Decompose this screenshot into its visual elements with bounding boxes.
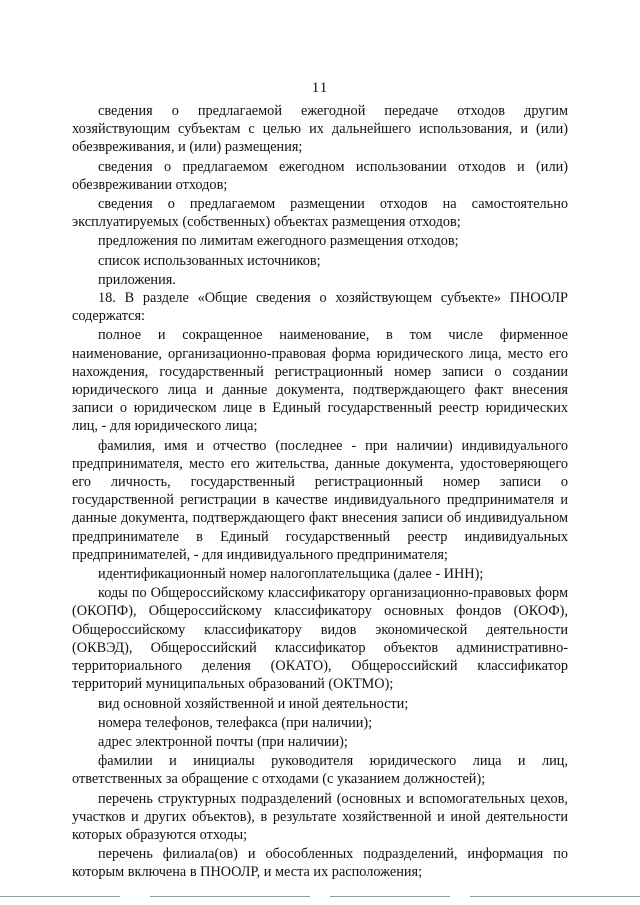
scan-artifact-line	[150, 896, 310, 897]
scan-artifact-line	[330, 896, 450, 897]
paragraph: перечень структурных подразделений (основных и вспомогательных цехов, участков и других объектов), в результате хозяйственной и иной деятельности которых образуются отходы;	[72, 790, 568, 843]
paragraph: вид основной хозяйственной и иной деятельности;	[98, 695, 409, 712]
paragraph: сведения о предлагаемой ежегодной передаче отходов другим хозяйствующим субъектам с целью их дальнейшего использования, и (или) обезвреживания, и (или) размещения;	[72, 103, 568, 156]
paragraph: фамилии и инициалы руководителя юридического лица и лиц, ответственных за обращение с отходами (с указанием должностей);	[72, 753, 568, 788]
page-number: 11	[311, 80, 329, 96]
paragraph: сведения о предлагаемом размещении отходов на самостоятельно эксплуатируемых (собственных) объектах размещения отходов;	[72, 196, 568, 231]
paragraph: список использованных источников;	[98, 252, 321, 269]
paragraph: приложения.	[98, 271, 176, 288]
paragraph: предложения по лимитам ежегодного размещения отходов;	[98, 233, 459, 250]
document-body	[72, 102, 568, 882]
paragraph: перечень филиала(ов) и обособленных подразделений, информация по которым включена в ПНООЛР, и места их расположения;	[72, 846, 568, 881]
scan-artifact-line	[0, 896, 120, 897]
paragraph: фамилия, имя и отчество (последнее - при наличии) индивидуального предпринимателя, место его жительства, данные документа, удостоверяющего его личность, государственный регистрационный номер записи о государственной регистрации в качестве индивидуального предпринимателя и данные документа, подтверждающего факт внесения записи об индивидуальном предпринимателе в Единый государственный реестр индивидуальных предпринимателей, - для индивидуального предпринимателя;	[72, 437, 568, 563]
section-heading-paragraph: 18. В разделе «Общие сведения о хозяйствующем субъекте» ПНООЛР содержатся:	[72, 290, 568, 325]
paragraph: коды по Общероссийскому классификатору организационно-правовых форм (ОКОПФ), Общероссийскому классификатору основных фондов (ОКОФ), Общероссийскому классификатору видов экономической деятельности (ОКВЭД), Общероссийский классификатор объектов административно-территориального деления (ОКАТО), Общероссийский классификатор территорий муниципальных образований (ОКТМО);	[72, 585, 568, 693]
scan-artifact-line	[470, 896, 640, 897]
paragraph: идентификационный номер налогоплательщика (далее - ИНН);	[98, 566, 484, 583]
paragraph: адрес электронной почты (при наличии);	[98, 733, 348, 750]
paragraph: номера телефонов, телефакса (при наличии);	[98, 714, 373, 731]
paragraph: полное и сокращенное наименование, в том числе фирменное наименование, организационно-правовая форма юридического лица, место его нахождения, государственный регистрационный номер записи о создании юридического лица и данные документа, подтверждающего факт внесения записи о юридическом лице в Единый государственный реестр юридических лиц, - для юридического лица;	[72, 327, 568, 435]
paragraph: сведения о предлагаемом ежегодном использовании отходов и (или) обезвреживании отходов;	[72, 158, 568, 193]
